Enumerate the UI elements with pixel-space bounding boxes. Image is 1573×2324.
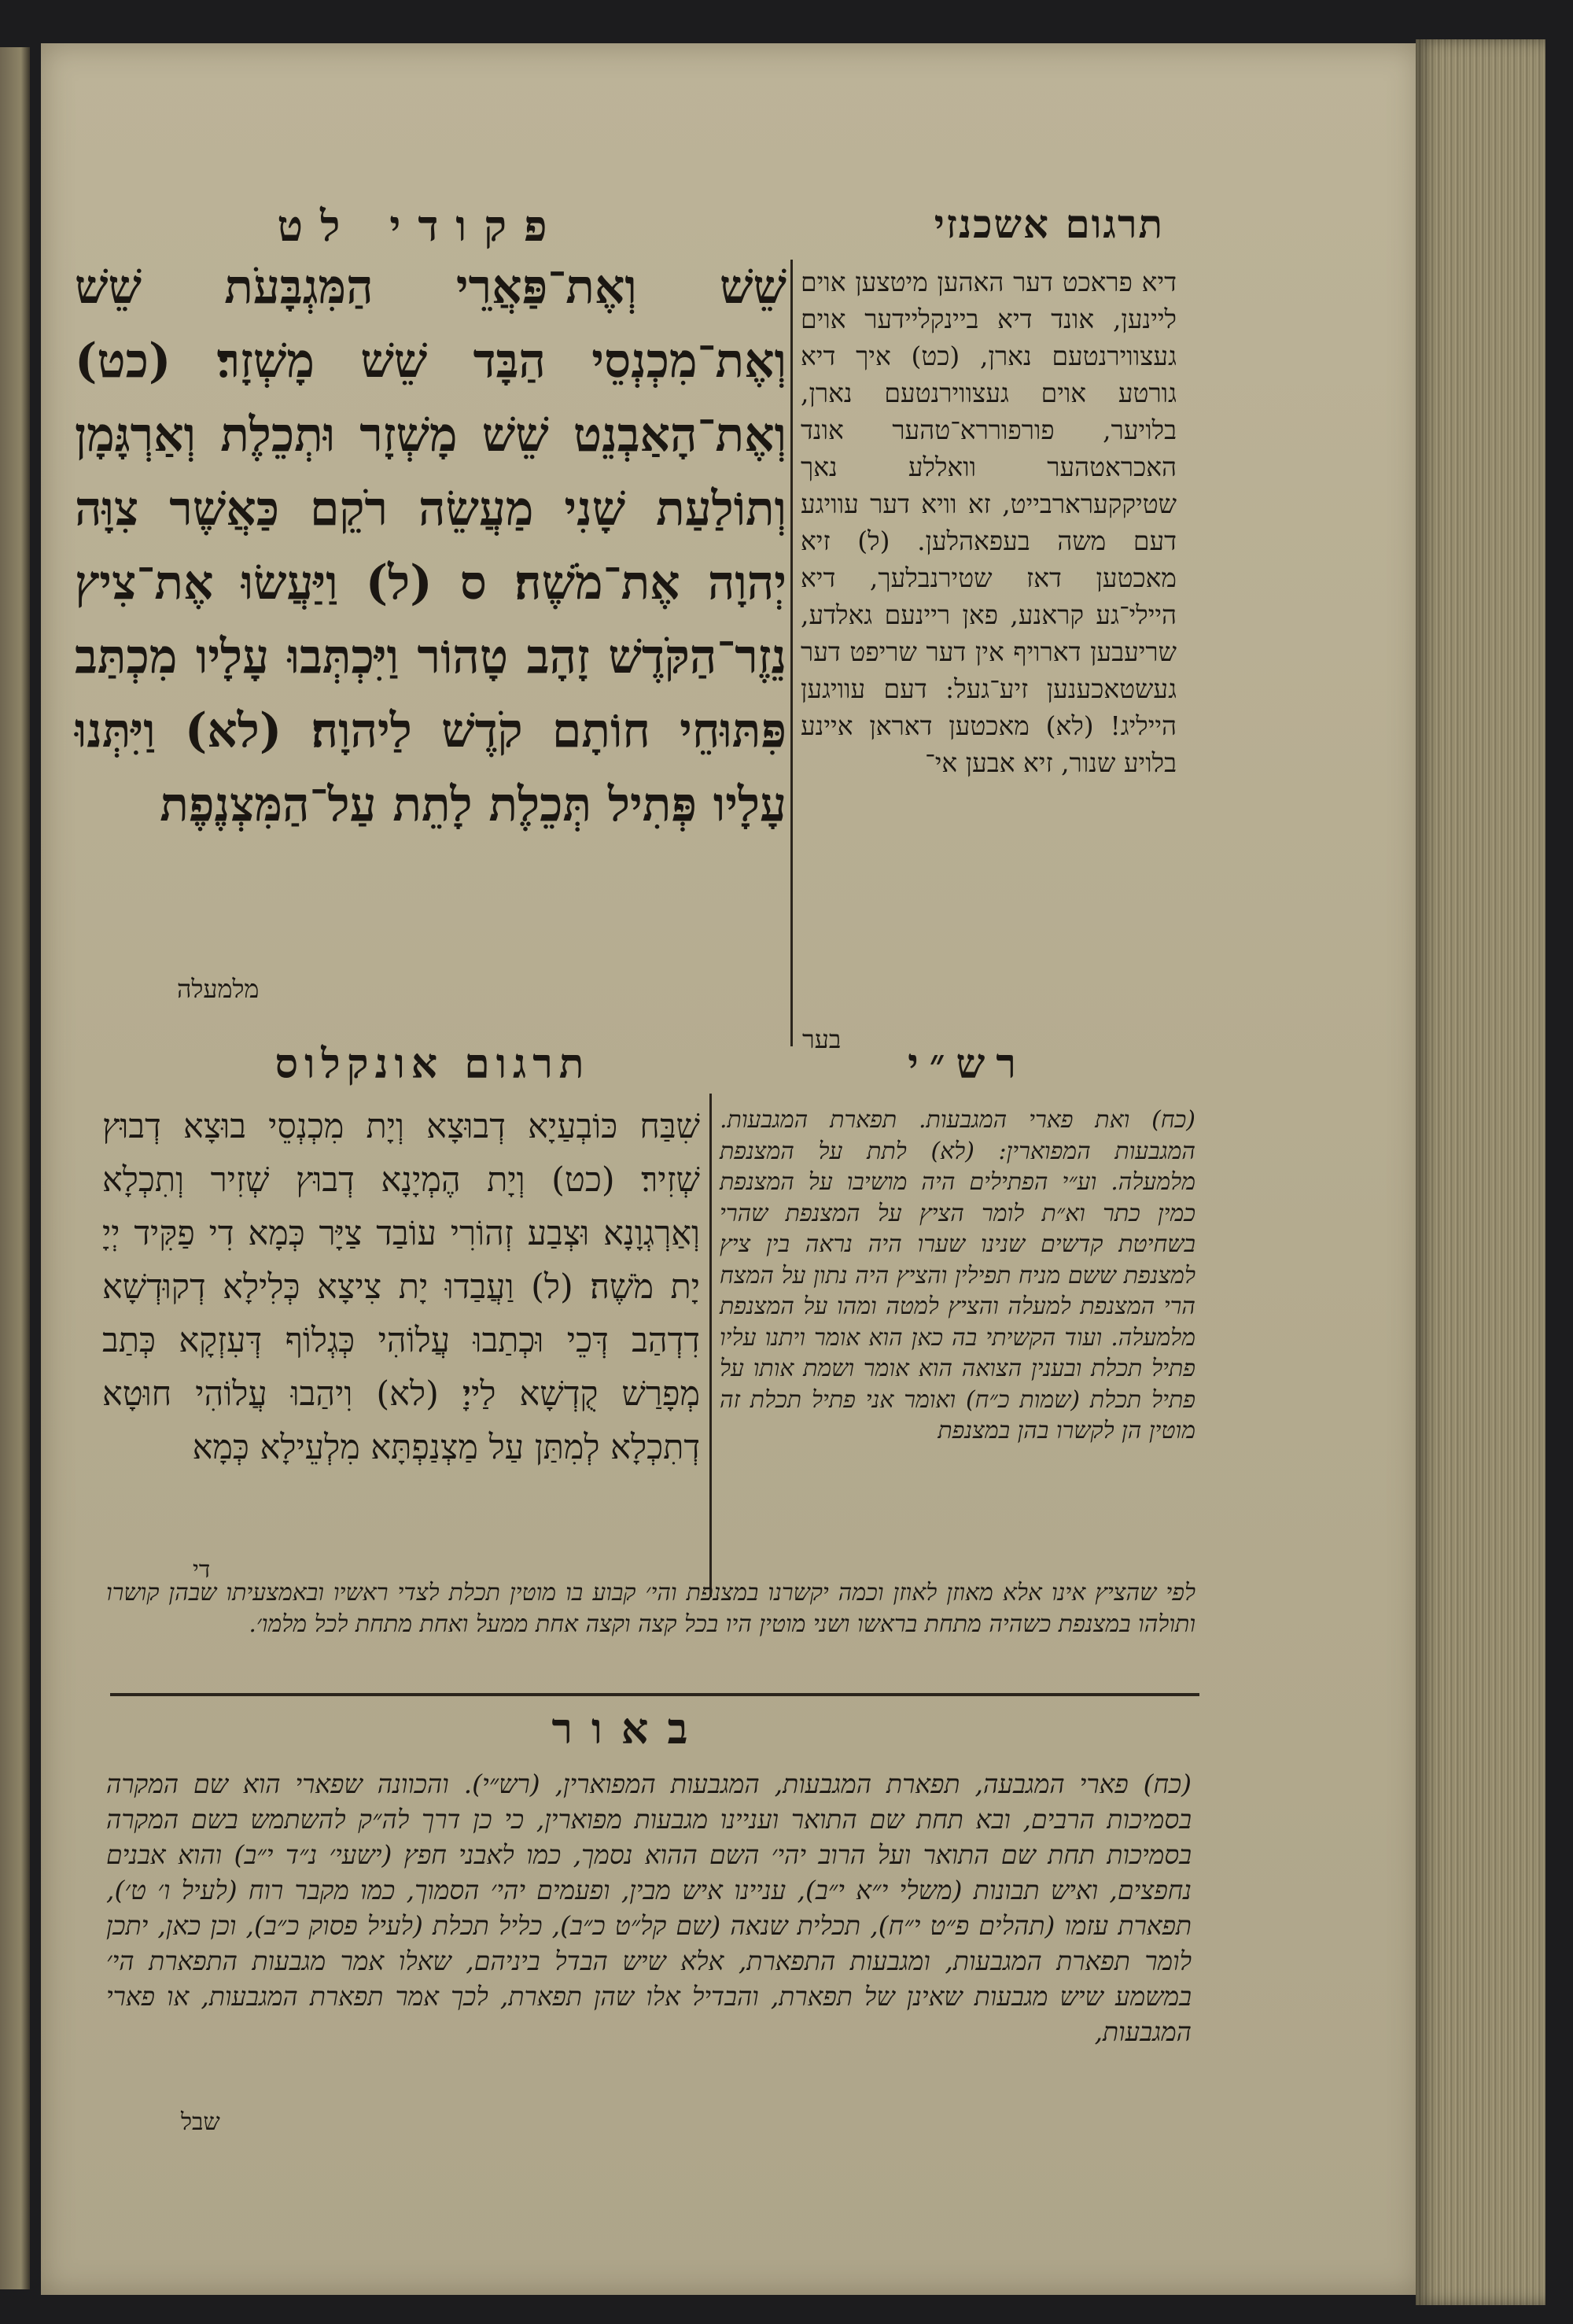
left-page-edge bbox=[0, 47, 30, 2289]
beur-commentary: (כח) פארי המגבעה, תפארת המגבעות, המגבעות המפוארין, (רש״י). והכוונה שפארי הוא שם המקרה בסמיכות הרבים, ובא תחת שם התואר ועניינו מגבעות מפוארין, כי כן דרך לה״ק להשתמש בשם המקרה בסמיכות תחת שם התואר ועל הרוב יהי׳ השם ההוא נסמך, כמו לאבני חפץ (ישעי׳ נ״ד י״ב) והוא אבנים נחפצים, ואיש תבונות (משלי י״א י״ב), עניינו איש מבין, ופעמים יהי׳ הסמוך, כמו מקבר רוח (לעיל ו׳ ט׳), תפארת עזמו (תהלים פ״ט י״ח), תכלית שנאה (שם קל״ט כ״ב), כליל תכלת (לעיל פסוק כ״ב), וכן כאן, יתכן לומר תפארת המגבעות, ומגבעות התפארת, אלא שיש הבדל ביניהם, שאלו אמר מגבעות התפארת הי׳ במשמע שיש מגבעות שאינן של תפארת, והבדיל אלו שהן תפארת, לכך אמר תפארת המגבעות, או פארי המגבעות, bbox=[106, 1769, 1192, 2047]
rashi-title: רש״י bbox=[908, 1040, 1027, 1088]
beur-catchword: שבל bbox=[181, 2108, 220, 2136]
torah-text: שֵׁשׁ וְאֶת־פַּאֲרֵי הַמִּגְבָּעֹת שֵׁשׁ וְאֶת־מִכְנְסֵי הַבָּד שֵׁשׁ מָשְׁזָר׃ (כט) וְאֶת־הָאַבְנֵט שֵׁשׁ מָשְׁזָר וּתְכֵלֶת וְאַרְגָּמָן וְתוֹלַעַת שָׁנִי מַעֲשֵׂה רֹקֵם כַּאֲשֶׁר צִוָּה יְהוָה אֶת־מֹשֶׁה׃ ס (ל) וַיַּעֲשׂוּ אֶת־צִיץ נֵזֶר־הַקֹּדֶשׁ זָהָב טָהוֹר וַיִּכְתְּבוּ עָלָיו מִכְתַּב פִּתּוּחֵי חוֹתָם קֹדֶשׁ לַיהוָה׃ (לא) וַיִּתְּנוּ עָלָיו פְּתִיל תְּכֵלֶת לָתֵת עַל־הַמִּצְנֶפֶת bbox=[75, 260, 786, 832]
onkelos-text: שִׁבַּח כּוֹבְעַיָא דְבוּצָא וְיָת מִכְנְסֵי בוּצָא דְבוּץ שְׁזִיר׃ (כט) וְיָת הֶמְיָנָא דְבוּץ שְׁזִיר וְתִכְלָא וְאַרְגְוָנָא וּצְבַע זְהוֹרִי עוֹבַד צַיָּר כְּמָא דִי פַקִּיד יְיָ יָת מֹשֶׁה׃ (ל) וַעֲבַדוּ יָת צִיצָא כְּלִילָא דְקוּדְשָׁא דִדְהַב דְּכֵי וּכְתַבוּ עֲלוֹהִי כְּגְלוֹף דְּעִזְקָא כְּתַב מְפָרַשׁ קֻדְשָׁא לַייָ׃ (לא) וִיהַבוּ עֲלוֹהִי חוּטָא דְתִכְלָא לְמִתַּן עַל מַצְנַפְתָּא מִלְעֵילָא כְּמָא bbox=[102, 1107, 700, 1467]
parsha-header: פקודי לט bbox=[277, 201, 565, 251]
ashkenazi-header: תרגום אשכנזי bbox=[934, 201, 1164, 247]
beur-title: באור bbox=[551, 1703, 707, 1754]
torah-catchword: מלמעלה bbox=[177, 974, 260, 1004]
page-stack-edge bbox=[1416, 39, 1545, 2305]
onkelos-catchword: די bbox=[193, 1556, 211, 1584]
column-divider-middle bbox=[709, 1094, 712, 1597]
section-divider bbox=[110, 1693, 1199, 1696]
column-divider-top bbox=[790, 260, 793, 1046]
rashi-continuation: לפי שהציץ אינו אלא מאוזן לאוזן וכמה יקשרנו במצנפת והי׳ קבוע בו מוטין תכלת לצדי ראשיו ובאמצעיתו שבהן קושרו ותולהו במצנפת כשהיה מתחת בראשו ושני מוטין היו בכל קצה וקצה אחת ממעל ואחת מתחת לכל מלמו׳. bbox=[106, 1579, 1195, 1638]
ashkenazi-catchword: בער bbox=[802, 1024, 842, 1054]
rashi-commentary: (כח) ואת פארי המגבעות. תפארת המגבעות. המגבעות המפוארין: (לא) לתת על המצנפת מלמעלה. וע״י הפתילים היה מושיבו על המצנפת כמין כתר וא״ת לומר הציץ על המצנפת שהרי בשחיטת קדשים שנינו שערו היה נראה בין ציץ למצנפת ששם מניח תפילין והציץ היה נתון על המצח הרי המצנפת למעלה והציץ למטה ומהו על המצנפת מלמעלה. ועוד הקשיתי בה כאן הוא אומר ויתנו עליו פתיל תכלת ובענין הצואה הוא אומר ושמת אותו על פתיל תכלת (שמות כ״ח) ואומר אני פתיל תכלת זה מוטין הן לקשרו בהן במצנפת bbox=[720, 1106, 1195, 1444]
onkelos-title: תרגום אונקלוס bbox=[274, 1040, 591, 1088]
ashkenazi-translation: דיא פראכט דער האהען מיטצען אוים ליינען, אונד דיא ביינקליידער אוים געצווירנטעם נארן, (כט) איך דיא גורטע אוים געצווירנטעם נארן, בלויער, פורפוררא־טהער אונד האכראטהער וואללע נאך שטיקקערארבייט, זא וויא דער עוויגע דעם משה בעפאהלען. (ל) זיא מאכטען דאז שטירנבלעך, דיא היילי־גע קראנע, פאן ריינעם גאלדע, שריעבען דארויף אין דער שריפט דער געשטאכענען זיע־געל: דעם עוויגען הייליג! (לא) מאכטען דאראן איינע בלויע שנור, זיא אבען אי־ bbox=[801, 267, 1177, 778]
